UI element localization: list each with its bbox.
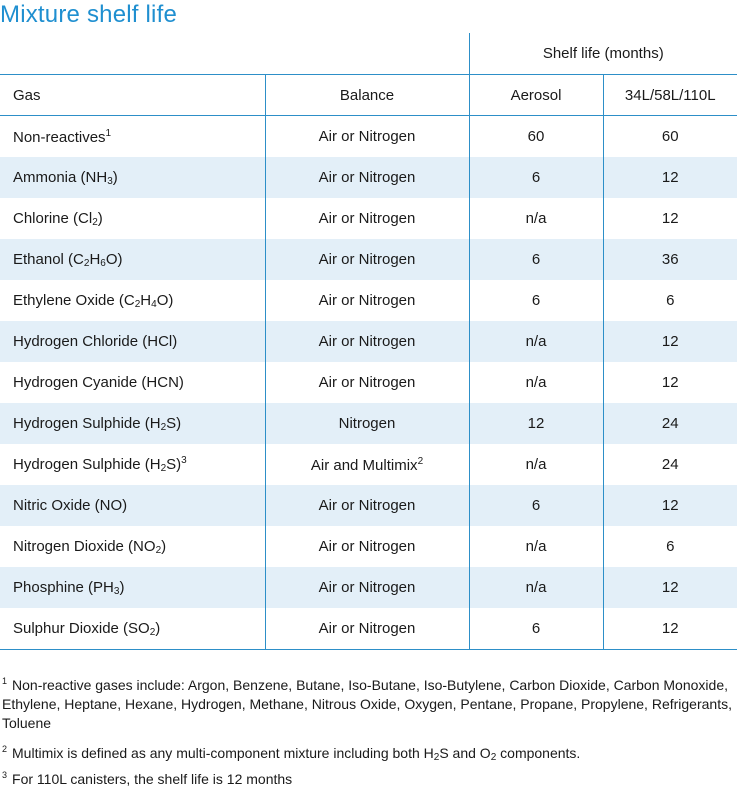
aerosol-cell: n/a: [469, 444, 603, 485]
table-row: [0, 526, 737, 567]
canister-cell: 12: [603, 567, 737, 608]
canister-cell: 24: [603, 403, 737, 444]
header-balance: Balance: [265, 75, 469, 116]
aerosol-cell: n/a: [469, 321, 603, 362]
aerosol-cell: n/a: [469, 198, 603, 239]
table-row: [0, 116, 737, 158]
footnote-2-text: Multimix is defined as any multi-component mixture including both $H_2S$ and $O_2$ components.: [12, 745, 581, 763]
table-row: [0, 280, 737, 321]
header-gas: Gas: [0, 75, 265, 116]
footnote-1: [2, 672, 735, 733]
gas-cell: Nitric Oxide (NO): [0, 485, 265, 526]
group-header-spacer: [0, 33, 469, 75]
aerosol-cell: 60: [469, 116, 603, 158]
balance-cell: Air or Nitrogen: [265, 157, 469, 198]
aerosol-cell: 6: [469, 157, 603, 198]
aerosol-cell: 12: [469, 403, 603, 444]
balance-cell: Air or Nitrogen: [265, 608, 469, 650]
gas-cell: Phosphine $(PH_3)$: [0, 567, 265, 608]
canister-cell: 60: [603, 116, 737, 158]
gas-cell: Ethanol $(C_2H_6O)$: [0, 239, 265, 280]
aerosol-cell: n/a: [469, 526, 603, 567]
balance-cell: Air or Nitrogen: [265, 567, 469, 608]
gas-cell: Hydrogen Chloride (HCl): [0, 321, 265, 362]
footnote-1-text: Non-reactive gases include: Argon, Benzene, Butane, Iso-Butane, Iso-Butylene, Carbon Dioxide, Carbon Monoxide, Ethylene, Heptane, Hexane, Hydrogen, Methane, Nitrous Oxide, Oxygen, Pentane, Propane, Propylene, Refrigerants, Toluene: [2, 677, 732, 731]
group-header-row: [0, 33, 737, 75]
aerosol-cell: n/a: [469, 362, 603, 403]
table-row: [0, 567, 737, 608]
canister-cell: 12: [603, 608, 737, 650]
gas-cell: Ammonia $(NH_3)$: [0, 157, 265, 198]
balance-cell: Nitrogen: [265, 403, 469, 444]
balance-cell: Air or Nitrogen: [265, 280, 469, 321]
gas-cell: Nitrogen Dioxide $(NO_2)$: [13, 537, 167, 556]
header-canister: 34L/58L/110L: [603, 75, 737, 116]
shelf-life-table: [0, 33, 737, 650]
table-row: [0, 485, 737, 526]
balance-cell: Air or Nitrogen: [265, 198, 469, 239]
footnote-2-marker: 2: [2, 744, 8, 754]
table-row: [0, 239, 737, 280]
table-row: [0, 198, 737, 239]
page-title: Mixture shelf life: [0, 1, 177, 28]
column-header-row: [0, 75, 737, 116]
balance-cell: Air or Nitrogen: [265, 116, 469, 158]
aerosol-cell: n/a: [469, 567, 603, 608]
footnote-2: [2, 740, 735, 767]
aerosol-cell: 6: [469, 485, 603, 526]
canister-cell: 36: [603, 239, 737, 280]
gas-cell: Hydrogen Sulphide $(H_2S)^3$: [13, 455, 187, 474]
aerosol-cell: 6: [469, 608, 603, 650]
balance-cell: Air or Nitrogen: [265, 485, 469, 526]
table-row: [0, 321, 737, 362]
canister-cell: 12: [603, 321, 737, 362]
footnote-3-marker: 3: [2, 770, 8, 780]
table-row: [0, 444, 737, 485]
footnote-3: [2, 766, 735, 789]
table-row: [0, 362, 737, 403]
gas-cell: Hydrogen Cyanide (HCN): [13, 374, 184, 391]
table-body: [0, 116, 737, 650]
balance-cell: Air or Nitrogen: [265, 321, 469, 362]
gas-cell: Sulphur Dioxide $(SO_2)$: [0, 608, 265, 650]
table-row: [0, 608, 737, 650]
table-row: [0, 403, 737, 444]
header-aerosol: Aerosol: [469, 75, 603, 116]
canister-cell: 12: [603, 198, 737, 239]
canister-cell: 6: [603, 526, 737, 567]
canister-cell: 12: [603, 485, 737, 526]
footnote-3-text: For 110L canisters, the shelf life is 12 months: [12, 771, 293, 787]
balance-cell: Air or Nitrogen: [265, 526, 469, 567]
gas-cell: Ethylene Oxide $(C_2H_4O)$: [13, 291, 174, 310]
balance-cell: Air and Multimix$^2$: [265, 444, 469, 485]
gas-cell: Chlorine $(Cl_2)$: [13, 209, 103, 228]
table-row: [0, 157, 737, 198]
gas-cell: Hydrogen Sulphide $(H_2S)$: [0, 403, 265, 444]
aerosol-cell: 6: [469, 239, 603, 280]
canister-cell: 12: [603, 362, 737, 403]
gas-cell: Non-reactives$^1$: [13, 127, 112, 146]
aerosol-cell: 6: [469, 280, 603, 321]
shelf-life-group-header: Shelf life (months): [469, 33, 737, 75]
balance-cell: Air or Nitrogen: [265, 239, 469, 280]
canister-cell: 24: [603, 444, 737, 485]
canister-cell: 12: [603, 157, 737, 198]
canister-cell: 6: [603, 280, 737, 321]
balance-cell: Air or Nitrogen: [265, 362, 469, 403]
footnote-1-marker: 1: [2, 676, 8, 686]
